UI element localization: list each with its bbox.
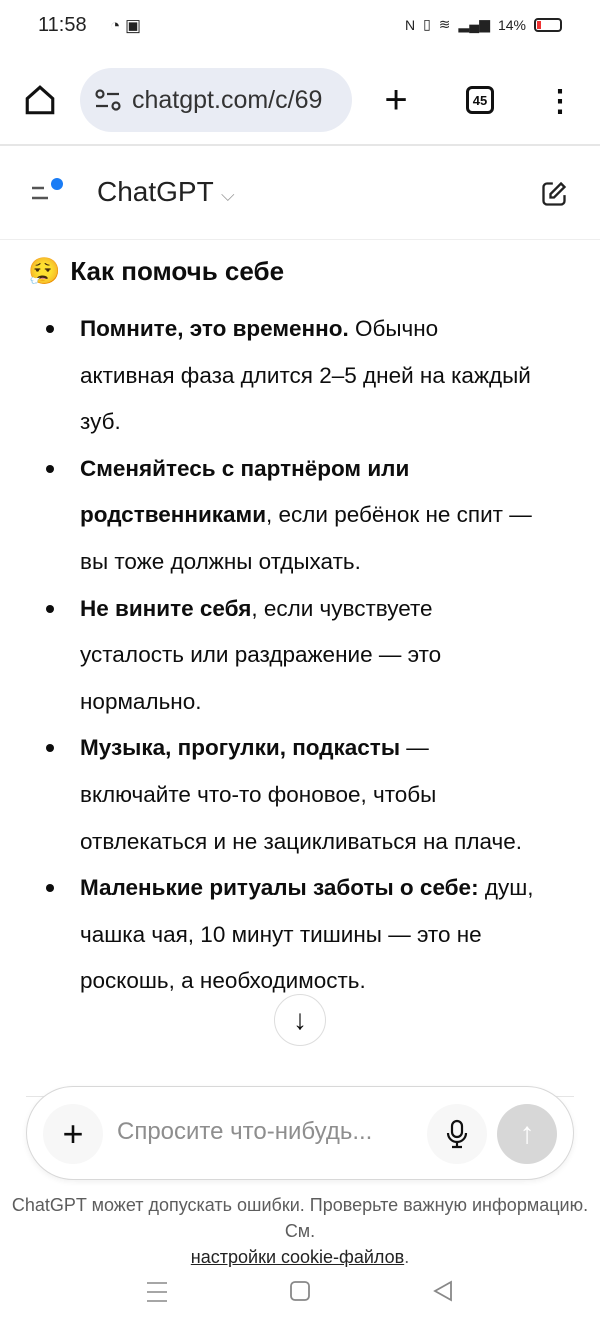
- address-bar[interactable]: [80, 68, 352, 132]
- composer: [26, 1086, 574, 1180]
- list-item: Маленькие ритуалы заботы о себе: душ, чашка чая, 10 минут тишины — это не роскошь, а необходимость.: [80, 865, 535, 1005]
- scroll-to-bottom-button[interactable]: [274, 994, 326, 1046]
- app-notification-icons: ◔ ▣: [110, 16, 142, 35]
- arrow-up-icon: ↑: [519, 1117, 535, 1150]
- list-item: Не вините себя, если чувствуете усталость или раздражение — это нормально.: [80, 586, 535, 726]
- vibrate-icon: ▯: [423, 16, 431, 32]
- square-icon: [289, 1280, 311, 1304]
- cookie-settings-link[interactable]: настройки cookie-файлов: [190, 1247, 405, 1267]
- recent-apps-button[interactable]: [146, 1280, 168, 1309]
- model-name: ChatGPT: [97, 176, 214, 207]
- arrow-down-icon: ↓: [293, 1004, 307, 1035]
- wifi-icon: ≋: [438, 16, 451, 32]
- home-nav-button[interactable]: [289, 1280, 311, 1309]
- list-item: Музыка, прогулки, подкасты — включайте что-то фоновое, чтобы отвлекаться и не зацикливаться на плаче.: [80, 725, 535, 865]
- list-item: Помните, это временно. Обычно активная фаза длится 2–5 дней на каждый зуб.: [80, 306, 535, 446]
- menu-button[interactable]: [546, 80, 574, 124]
- heading-text: Как помочь себе: [70, 256, 285, 286]
- chevron-down-icon: ⌵: [220, 185, 235, 205]
- battery-icon: [534, 18, 562, 32]
- send-button[interactable]: [497, 1104, 557, 1164]
- edit-icon: [540, 180, 568, 208]
- status-time: 11:58: [38, 14, 87, 36]
- plus-icon: +: [62, 1113, 84, 1154]
- sidebar-button[interactable]: [30, 176, 70, 206]
- signal-icon: ▂▄▆: [458, 16, 490, 32]
- microphone-icon: [446, 1119, 468, 1149]
- exhale-emoji-icon: 😮‍💨: [28, 256, 61, 286]
- attach-button[interactable]: [43, 1104, 103, 1164]
- status-icons: [405, 16, 562, 33]
- home-icon: [23, 83, 57, 117]
- message-input[interactable]: Спросите что-нибудь...: [117, 1118, 373, 1145]
- tab-count: 45: [472, 92, 488, 108]
- new-chat-button[interactable]: [540, 180, 568, 213]
- url-text: chatgpt.com/c/69: [132, 85, 323, 114]
- disclaimer: ChatGPT может допускать ошибки. Проверьте важную информацию. См. настройки cookie-файлов.: [11, 1195, 589, 1267]
- model-selector[interactable]: [97, 176, 235, 208]
- back-nav-button[interactable]: [432, 1280, 454, 1309]
- chat-header: [0, 150, 600, 240]
- status-bar: [0, 0, 600, 52]
- browser-toolbar: [0, 60, 600, 146]
- site-settings-icon[interactable]: [94, 89, 122, 111]
- list-item: Сменяйтесь с партнёром или родственниками, если ребёнок не спит — вы тоже должны отдыхать.: [80, 446, 535, 586]
- sidebar-icon: [30, 176, 70, 206]
- plus-icon: +: [384, 77, 408, 122]
- section-heading: [28, 256, 284, 287]
- tips-list: [80, 306, 535, 1005]
- home-button[interactable]: [20, 78, 60, 122]
- tab-switcher-button[interactable]: [466, 86, 494, 114]
- menu-icon: [146, 1280, 168, 1304]
- nfc-icon: N: [404, 16, 416, 33]
- more-vert-icon: ⋮: [545, 85, 575, 118]
- voice-input-button[interactable]: [427, 1104, 487, 1164]
- new-tab-button[interactable]: [374, 78, 418, 122]
- system-nav-bar: [0, 1280, 600, 1314]
- back-triangle-icon: [432, 1280, 454, 1304]
- battery-percent: 14%: [497, 16, 526, 33]
